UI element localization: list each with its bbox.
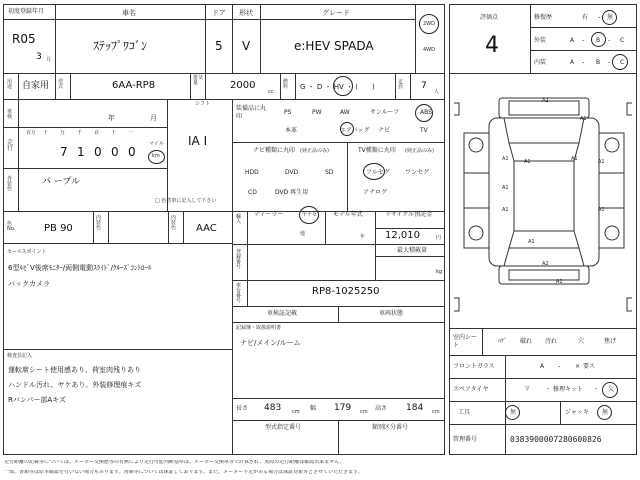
length: 483 <box>264 403 282 413</box>
color-note: □ 色替車に記入して下さい <box>155 198 217 204</box>
width-label: 幅 <box>310 405 317 412</box>
grade-label: グレード <box>322 9 350 17</box>
inspector-line1: 運転席シート使用感あり、荷室肉残りあり <box>8 366 141 374</box>
model-year-value: 年 <box>360 234 366 240</box>
equipment-item: PS <box>284 109 292 116</box>
exterior-option: - <box>582 37 585 44</box>
shape-label: 形状 <box>239 9 253 17</box>
mileage-digit: 7 <box>60 145 68 159</box>
chassis-no: RP8-1025250 <box>312 286 380 297</box>
digit-header: 十 <box>43 130 49 136</box>
dealer-circle: ヤナセ <box>302 212 317 218</box>
dmg-label-6: A1 <box>571 156 578 162</box>
type-label: 型式指定番号 <box>265 424 302 431</box>
mileage-digit: 1 <box>77 145 85 159</box>
nav-label: ナビ種類に丸印 <box>253 147 296 154</box>
dmg-label-1: A2 <box>542 98 549 104</box>
manage-no: 0383900007280600826 <box>510 435 602 444</box>
import-label: 輸入 <box>236 214 242 225</box>
drive-2wd: 2WD <box>423 21 435 27</box>
recycle: 12,010 <box>385 230 420 241</box>
digit-header: 千 <box>77 130 83 136</box>
spare-missing-circle <box>602 382 618 398</box>
spare-item4: ・ <box>593 386 600 393</box>
nav-hdd: HDD <box>245 169 259 176</box>
car-name-label: 車名 <box>122 9 136 17</box>
jack-value: 無 <box>602 409 609 416</box>
spare-label: スペアタイヤ <box>453 386 489 393</box>
exterior-color-label: 外装色 <box>7 176 13 192</box>
seat-item: 焦げ <box>604 338 617 345</box>
equipment-label: 装備品に丸印 <box>236 105 267 120</box>
shift-value: IA I <box>188 134 208 148</box>
nav-sd: SD <box>325 169 334 176</box>
repair-sep: - <box>598 14 601 21</box>
dealer-label: ディーラー <box>254 211 284 218</box>
dealer-other: 他 <box>300 231 306 237</box>
interior-option: - <box>582 59 585 66</box>
points-label: セールスポイント <box>7 249 47 255</box>
glass-x: × <box>575 363 581 370</box>
dmg-label-3: A1 <box>502 156 509 162</box>
trim-label: 内装色 <box>171 215 177 231</box>
register-label: 登録番号 <box>236 249 242 270</box>
class-label: 類別区分番号 <box>372 424 409 431</box>
height: 184 <box>406 403 424 413</box>
inspection-label: 車検 <box>7 109 13 120</box>
tv-sub-label: (純正品のみ) <box>405 148 434 154</box>
dmg-label-8: A1 <box>502 207 509 213</box>
nav-dvd-play: DVD 再生用 <box>275 189 309 196</box>
docs-label2: 車両状態 <box>379 310 404 317</box>
tv-fullseg: フルセグ <box>366 169 390 176</box>
dmg-label-5: A1 <box>524 159 531 165</box>
exterior-option: - <box>608 37 611 44</box>
shift-block <box>167 99 233 212</box>
glass-a: A <box>540 363 545 370</box>
shift-label: シフト <box>195 101 211 107</box>
height-unit: cm <box>432 409 440 415</box>
tool-value: 無 <box>510 409 517 416</box>
interior-option: B <box>596 59 601 66</box>
equipment-item: AW <box>340 109 350 116</box>
color-no-label: 色 No. <box>7 221 16 232</box>
digit-header: 万 <box>60 130 66 136</box>
mileage-label: 走行 <box>7 139 14 152</box>
spare-item5: 欠 <box>608 386 615 393</box>
color-block <box>3 168 168 212</box>
record: ナビ/メイン/ルーム <box>240 339 301 347</box>
nav-dvd: DVD <box>285 169 299 176</box>
car-diagram <box>449 73 637 329</box>
capacity-unit: 人 <box>434 89 440 95</box>
dmg-label-4: A1 <box>502 185 509 191</box>
chassis-label: 車台番号 <box>236 283 242 304</box>
reg-year: R05 <box>12 32 36 46</box>
repair-label: 修復歴 <box>534 14 553 21</box>
equipment-item: PW <box>312 109 322 116</box>
height-label: 高さ <box>375 405 388 412</box>
fuel-hv-circle <box>333 76 353 96</box>
glass-replace: 要ス <box>583 363 596 370</box>
dmg-label-11: A2 <box>542 261 549 267</box>
tv-analog: アナログ <box>363 189 388 196</box>
inspection-year: 年 <box>108 114 115 122</box>
seat-item: 破れ <box>520 338 533 345</box>
repair-no: 無 <box>607 14 614 21</box>
interior-option: C <box>620 59 625 66</box>
exterior-option: B <box>596 37 601 44</box>
exterior-label: 外装 <box>534 37 547 44</box>
docs-label: 車検証記載 <box>267 310 298 317</box>
exterior-option: C <box>620 37 625 44</box>
load-label: 最大積載量 <box>397 247 428 254</box>
fuel-options: G ・ D ・ HV ・ ( ) <box>300 83 375 91</box>
unit-mile: マイル <box>149 141 164 147</box>
digit-header: 百 <box>94 130 100 136</box>
score-label: 評価点 <box>480 14 499 21</box>
tv-label: TV種類に丸印 <box>358 147 396 154</box>
usage-label: 用途 <box>7 79 13 90</box>
equipment-item: ナビ <box>378 127 391 134</box>
tool-circle <box>505 405 520 420</box>
kg: kg <box>436 269 443 275</box>
model-label: 型式 <box>58 79 64 90</box>
month-unit: 月 <box>46 57 52 63</box>
jack-circle <box>597 405 612 420</box>
reg-month: 3 <box>36 52 42 62</box>
unit-km: km <box>152 153 160 159</box>
repair-no-circle <box>602 10 617 25</box>
glass-dash: - <box>558 363 561 370</box>
reg-year-label: 初度登録年月 <box>8 8 45 15</box>
inspector-label: 検査員記入 <box>7 353 33 359</box>
displacement: 2000 <box>230 80 256 91</box>
car-name: ｽﾃｯﾌﾟﾜｺﾞﾝ <box>93 39 148 53</box>
cc: cc <box>268 89 274 95</box>
nav-cd: CD <box>248 189 257 196</box>
dmg-label-10: A1 <box>528 239 535 245</box>
footer-line2: 一部、書類等は原本確認を行いない場合もあります。書類等については保証しております。また、メーター不足がある場合は保証対象外とさせていただきます。 <box>4 470 363 475</box>
equipment-item: エアバッグ <box>340 127 370 134</box>
interior-color-label: 内装色 <box>96 215 102 231</box>
equipment-item: サンルーフ <box>370 109 400 116</box>
fullseg-circle <box>363 163 385 180</box>
doors-label: ドア <box>212 9 226 17</box>
interior-option: - <box>608 59 611 66</box>
color-no: PB 90 <box>44 223 73 234</box>
digit-header: 十 <box>111 130 117 136</box>
points-line1: 6型ﾙﾋﾞV後席ﾓﾆﾀｰ/両側電動ｽﾗｲﾄﾞ/ｸﾙｰｽﾞｺﾝﾄﾛｰﾙ <box>8 264 152 272</box>
record-label: 記録簿・取扱説明書 <box>236 325 282 331</box>
exterior-color: パ ープル <box>42 177 81 187</box>
tool-label: 工具 <box>458 409 471 416</box>
seat-item: 汚れ <box>545 338 558 345</box>
nav-sub-label: (純正品のみ) <box>300 148 329 154</box>
model: 6AA-RP8 <box>112 80 156 91</box>
length-label: 長さ <box>236 405 249 412</box>
interior-option: A <box>570 59 575 66</box>
equipment-item: ABS <box>420 109 432 116</box>
mileage-digit: 0 <box>94 145 102 159</box>
glass-label: フロントガラス <box>453 363 495 370</box>
dmg-label-12: A1 <box>556 279 563 285</box>
width-unit: cm <box>360 409 368 415</box>
usage: 自家用 <box>22 81 50 91</box>
score: 4 <box>485 33 499 58</box>
length-unit: cm <box>292 409 300 415</box>
points-block <box>3 243 233 350</box>
jack-label: ジャッキ <box>565 409 589 416</box>
spare-item1: リ <box>524 386 531 393</box>
seat-label: 室内シート <box>453 334 478 350</box>
model-year-label: モデル年式 <box>333 211 363 218</box>
seat-item: 穴 <box>578 338 585 345</box>
dmg-label-9: A1 <box>598 207 605 213</box>
seat-item: ﾊｹﾞ <box>498 338 508 345</box>
inspection-month: 月 <box>150 114 157 122</box>
shape: V <box>242 39 251 53</box>
yen: 円 <box>436 235 442 241</box>
points-line2: バックカメラ <box>8 280 50 288</box>
capacity: 7 <box>421 81 427 91</box>
spare-item2: ・ <box>545 386 552 393</box>
exterior-option: A <box>570 37 575 44</box>
doors: 5 <box>215 39 223 53</box>
displacement-label: 排気量 <box>193 75 204 86</box>
mileage-digit: 0 <box>111 145 119 159</box>
recycle-label: リサイクル預託金 <box>385 211 433 218</box>
interior-label: 内装 <box>534 59 547 66</box>
inspector-line3: Rバンパー部Aキズ <box>8 396 67 404</box>
trim: AAC <box>196 223 217 234</box>
digit-header: 一 <box>128 130 134 136</box>
equipment-item: 本革 <box>285 127 298 134</box>
digit-header: 百万 <box>26 130 37 136</box>
dmg-label-2: A1 <box>580 116 587 122</box>
capacity-label: 定員 <box>398 79 404 90</box>
inspector-line2: ハンドル汚れ、ヤケあり。外装修理痕キズ <box>8 381 142 389</box>
width: 179 <box>334 403 352 413</box>
fuel-label: 燃料 <box>283 79 289 90</box>
repair-yes: 有 <box>582 14 589 21</box>
tv-oneseg: ワンセグ <box>405 169 430 176</box>
manage-label: 管理番号 <box>453 436 478 443</box>
spare-item3: 修理キット <box>553 386 583 393</box>
footer-line1: 走行距離の記載等については、メーター交換歴等の有無により走行可能判断基準は、メーター交換車等で計算され、実際の走行距離は確認出来ません。 <box>4 460 345 465</box>
mileage-digit: 0 <box>128 145 136 159</box>
grade: e:HEV SPADA <box>294 39 374 53</box>
equipment-item: TV <box>420 127 428 134</box>
dmg-label-7: A1 <box>598 159 605 165</box>
drive-4wd: 4WD <box>423 47 435 53</box>
